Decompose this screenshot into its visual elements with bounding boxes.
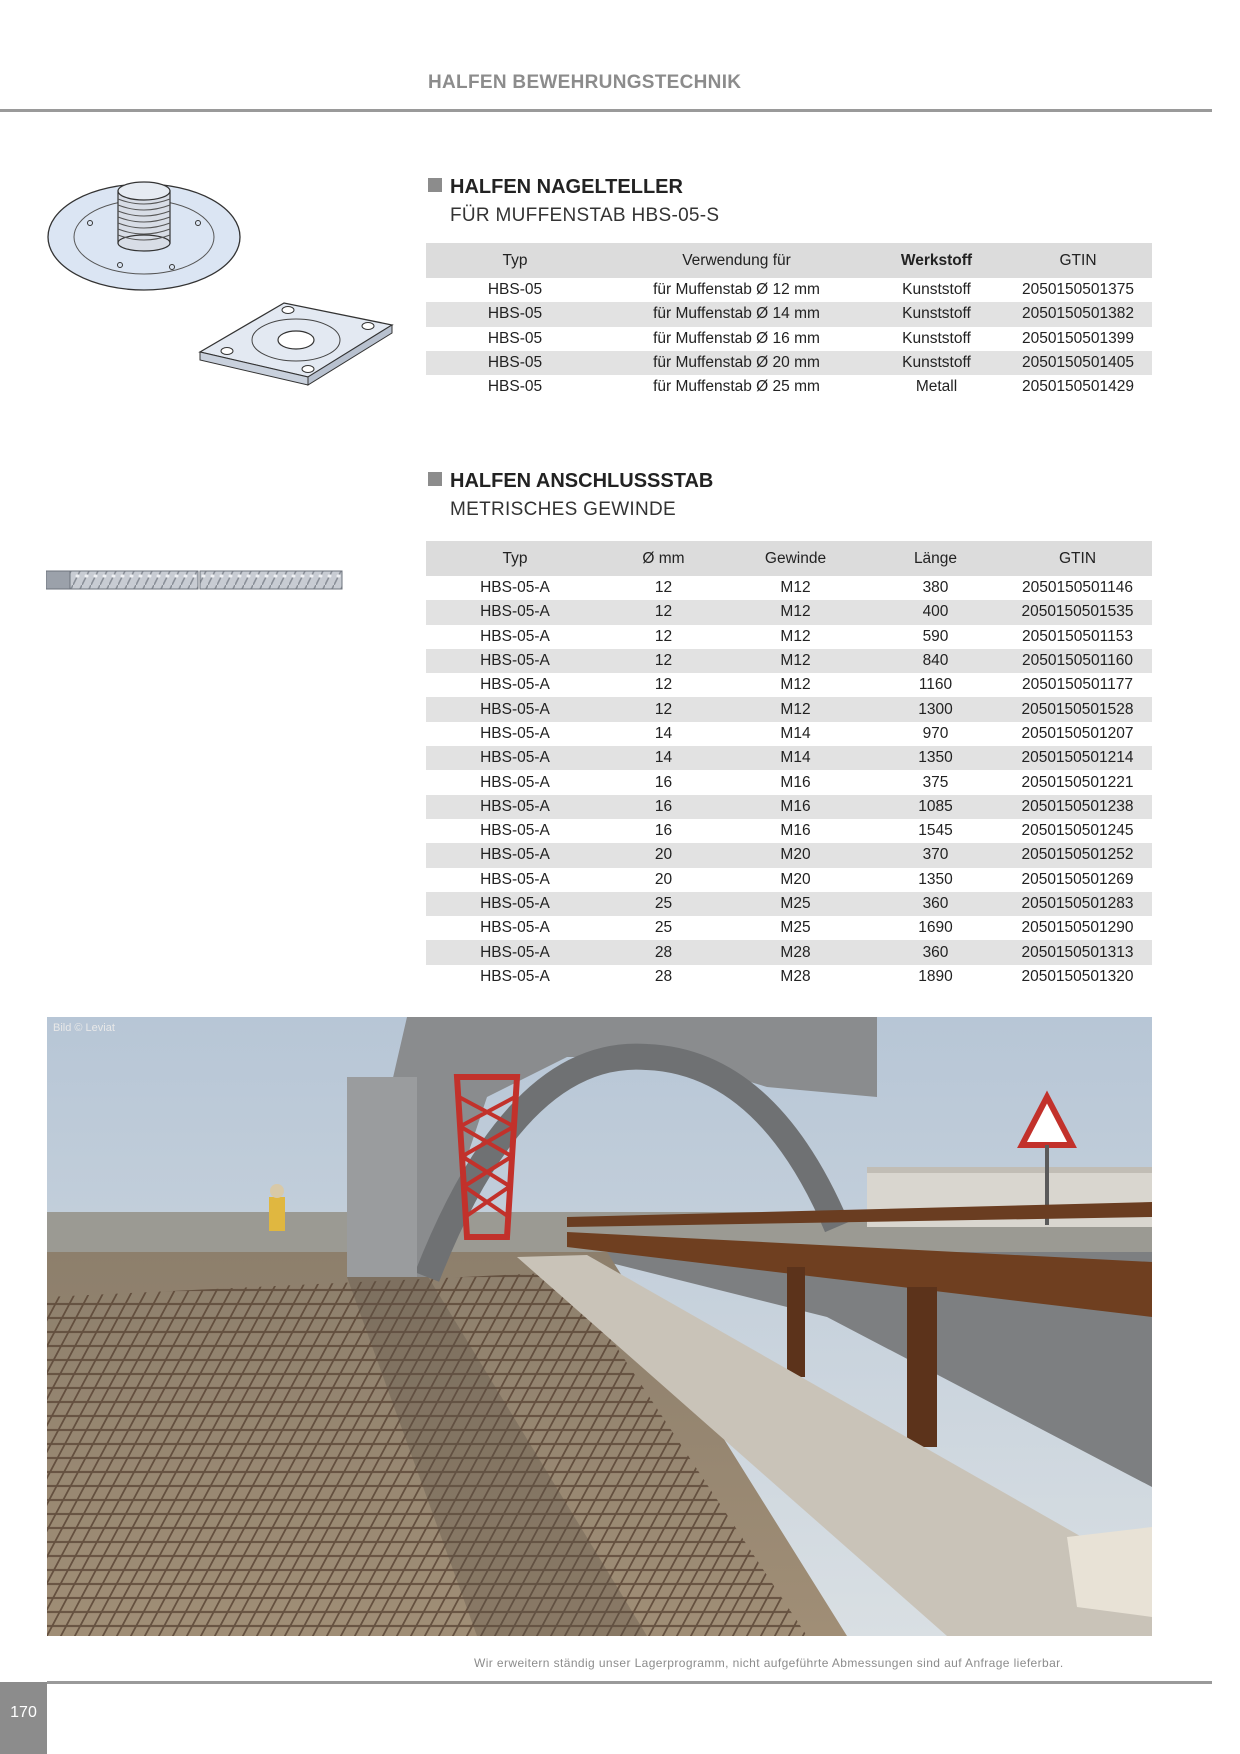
table-cell: M20 (780, 870, 811, 888)
table-cell: 16 (654, 773, 673, 791)
nagelteller-title-text: HALFEN NAGELTELLER (450, 176, 683, 198)
table-row (426, 892, 1152, 916)
table-cell: M14 (723, 746, 868, 770)
table-cell: für Muffenstab Ø 16 mm (653, 329, 820, 347)
table-cell: 1085 (868, 795, 1003, 819)
table-row (426, 649, 1152, 673)
column-header: Typ (426, 243, 604, 278)
table-cell: 1350 (868, 746, 1003, 770)
table-cell: HBS-05-A (480, 919, 550, 937)
table-header-row (426, 243, 1152, 278)
table-cell: 1350 (918, 870, 953, 888)
table-cell: HBS-05-A (426, 843, 604, 867)
table-cell: 12 (654, 579, 673, 597)
table-cell: 2050150501313 (1003, 940, 1152, 964)
table-cell: HBS-05-A (426, 746, 604, 770)
anschlussstab-section-subtitle: METRISCHES GEWINDE (450, 499, 677, 520)
table-cell: 2050150501283 (1003, 892, 1152, 916)
footer-divider (47, 1681, 1212, 1684)
table-cell: 400 (868, 600, 1003, 624)
table-cell: HBS-05-A (480, 870, 550, 888)
table-cell: 28 (604, 940, 723, 964)
table-row (426, 327, 1152, 351)
table-row (426, 965, 1152, 989)
table-cell: 360 (868, 940, 1003, 964)
table-cell: HBS-05 (487, 378, 543, 396)
table-cell: 2050150501405 (1004, 351, 1152, 375)
table-cell: 1690 (918, 919, 953, 937)
table-cell: HBS-05 (426, 302, 604, 326)
table-cell: HBS-05 (487, 329, 543, 347)
column-header: Länge (868, 541, 1003, 576)
table-row (426, 843, 1152, 867)
table-cell: 1545 (918, 822, 953, 840)
table-cell: 25 (604, 892, 723, 916)
table-cell: Kunststoff (902, 281, 971, 299)
table-row (426, 770, 1152, 794)
table-cell: 2050150501252 (1003, 843, 1152, 867)
table-cell: M25 (723, 892, 868, 916)
table-cell: 20 (604, 843, 723, 867)
table-cell: M12 (780, 627, 811, 645)
table-cell: 28 (654, 967, 673, 985)
table-cell: HBS-05-A (480, 724, 550, 742)
table-cell: 2050150501528 (1003, 697, 1152, 721)
table-cell: 2050150501290 (1021, 919, 1134, 937)
table-cell: 2050150501221 (1021, 773, 1134, 791)
table-cell: 2050150501269 (1021, 870, 1134, 888)
table-cell: M16 (723, 795, 868, 819)
table-header-row (426, 541, 1152, 576)
table-cell: 2050150501399 (1021, 329, 1135, 347)
table-cell: M25 (780, 919, 811, 937)
table-cell: für Muffenstab Ø 25 mm (653, 378, 820, 396)
column-header: Typ (426, 541, 604, 576)
table-cell: M12 (780, 579, 811, 597)
table-cell: 14 (604, 746, 723, 770)
table-cell: HBS-05-A (426, 600, 604, 624)
table-row (426, 278, 1152, 302)
table-cell: 590 (922, 627, 949, 645)
table-row (426, 795, 1152, 819)
table-row (426, 746, 1152, 770)
table-cell: HBS-05-A (480, 627, 550, 645)
nagelteller-section-subtitle: FÜR MUFFENSTAB HBS-05-S (450, 205, 720, 226)
anschlussstab-title-text: HALFEN ANSCHLUSSSTAB (450, 470, 714, 492)
table-cell: HBS-05-A (426, 892, 604, 916)
table-cell: 370 (868, 843, 1003, 867)
nagelteller-section-title (428, 176, 683, 199)
table-cell: Kunststoff (869, 351, 1004, 375)
column-header: Gewinde (723, 541, 868, 576)
table-cell: 840 (868, 649, 1003, 673)
table-cell: 2050150501238 (1003, 795, 1152, 819)
table-cell: für Muffenstab Ø 20 mm (604, 351, 869, 375)
table-cell: M12 (780, 676, 811, 694)
table-cell: 2050150501320 (1021, 967, 1134, 985)
header-divider (0, 109, 1212, 112)
table-cell: für Muffenstab Ø 12 mm (653, 281, 820, 299)
table-row (426, 302, 1152, 326)
table-cell: 12 (654, 676, 673, 694)
column-header: Ø mm (604, 541, 723, 576)
section-marker-icon (428, 178, 442, 192)
table-cell: 2050150501382 (1004, 302, 1152, 326)
table-row (426, 940, 1152, 964)
table-cell: 1300 (868, 697, 1003, 721)
table-cell: 12 (604, 649, 723, 673)
table-cell: 2050150501214 (1003, 746, 1152, 770)
table-cell: 2050150501375 (1021, 281, 1135, 299)
table-cell: HBS-05-A (480, 579, 550, 597)
table-cell: M12 (723, 600, 868, 624)
table-cell: 2050150501429 (1021, 378, 1135, 396)
bridge-construction-photo (47, 1017, 1152, 1636)
table-cell: M20 (723, 843, 868, 867)
anschlussstab-section-title (428, 470, 713, 493)
table-cell: Kunststoff (869, 302, 1004, 326)
table-cell: 2050150501535 (1003, 600, 1152, 624)
table-row (426, 868, 1152, 892)
table-cell: HBS-05 (426, 351, 604, 375)
table-row (426, 351, 1152, 375)
page-header-title: HALFEN BEWEHRUNGSTECHNIK (428, 72, 742, 93)
table-row (426, 673, 1152, 697)
table-row (426, 375, 1152, 399)
table-cell: HBS-05 (487, 281, 543, 299)
table-cell: 2050150501146 (1022, 579, 1133, 597)
column-header: GTIN (1004, 243, 1152, 278)
table-cell: 14 (654, 724, 673, 742)
nagelteller-table (426, 243, 1152, 399)
table-cell: HBS-05-A (480, 822, 550, 840)
table-cell: 2050150501245 (1021, 822, 1134, 840)
column-header: Werkstoff (869, 243, 1004, 278)
table-cell: 16 (654, 822, 673, 840)
table-cell: 25 (654, 919, 673, 937)
table-row (426, 722, 1152, 746)
table-cell: HBS-05-A (426, 697, 604, 721)
availability-note: Wir erweitern ständig unser Lagerprogramm, nicht aufgeführte Abmessungen sind auf Anfrage lieferbar. (474, 1656, 1064, 1670)
table-cell: 12 (604, 697, 723, 721)
table-cell: M12 (723, 649, 868, 673)
nagelteller-product-image (46, 165, 396, 410)
table-cell: 970 (922, 724, 949, 742)
table-cell: HBS-05-A (480, 676, 550, 694)
section-marker-icon (428, 472, 442, 486)
table-row (426, 625, 1152, 649)
table-cell: HBS-05-A (480, 773, 550, 791)
table-cell: 375 (922, 773, 949, 791)
table-cell: 1160 (918, 676, 953, 694)
table-cell: für Muffenstab Ø 14 mm (604, 302, 869, 326)
table-row (426, 576, 1152, 600)
table-cell: 2050150501177 (1022, 676, 1133, 694)
table-cell: 2050150501153 (1022, 627, 1133, 645)
column-header: GTIN (1003, 541, 1152, 576)
table-cell: Metall (915, 378, 958, 396)
table-cell: M16 (780, 773, 811, 791)
table-cell: 2050150501160 (1003, 649, 1152, 673)
table-cell: M28 (723, 940, 868, 964)
table-cell: 16 (604, 795, 723, 819)
table-cell: 20 (654, 870, 673, 888)
table-cell: 2050150501207 (1021, 724, 1134, 742)
table-row (426, 819, 1152, 843)
table-cell: HBS-05-A (426, 940, 604, 964)
table-cell: Kunststoff (902, 329, 971, 347)
table-cell: HBS-05-A (426, 649, 604, 673)
table-cell: 360 (868, 892, 1003, 916)
table-cell: 12 (654, 627, 673, 645)
table-cell: HBS-05-A (426, 795, 604, 819)
table-row (426, 697, 1152, 721)
anschlussstab-table (426, 541, 1152, 989)
table-row (426, 916, 1152, 940)
table-cell: M14 (780, 724, 811, 742)
anschlussstab-product-image (46, 567, 344, 593)
table-cell: M12 (723, 697, 868, 721)
photo-credit: Bild © Leviat (53, 1022, 115, 1034)
table-row (426, 600, 1152, 624)
table-cell: 380 (922, 579, 949, 597)
table-cell: HBS-05-A (480, 967, 550, 985)
table-cell: 1890 (918, 967, 953, 985)
table-cell: 12 (604, 600, 723, 624)
table-cell: M16 (780, 822, 811, 840)
table-cell: M28 (780, 967, 811, 985)
column-header: Verwendung für (604, 243, 869, 278)
page-number: 170 (10, 1704, 37, 1721)
